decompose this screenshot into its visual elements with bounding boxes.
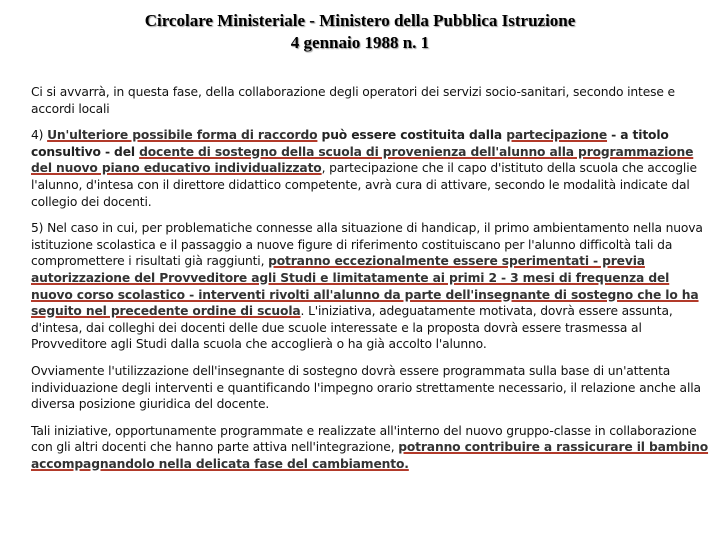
paragraph-iniziative bbox=[31, 423, 713, 473]
highlighted-phrase: potranno eccezionalmente essere sperimentati - previa autorizzazione del Provveditore agli Studi e limitatamente ai primi 2 - 3 mesi di frequenza del nuovo corso scolastico - interventi rivolti all'alunno da parte dell'insegnante di sostegno che lo ha seguito nel precedente ordine di scuola bbox=[31, 254, 699, 319]
paragraph-text: Tali iniziative, opportunamente programmate e realizzate all'interno del nuovo gruppo-classe in collaborazione con gli altri docenti che hanno parte attiva nell'integrazione, bbox=[31, 423, 697, 455]
title-line-1: Circolare Ministeriale - Ministero della Pubblica Istruzione bbox=[144, 11, 576, 30]
paragraph-point-4 bbox=[31, 127, 713, 210]
highlighted-phrase: docente di sostegno della scuola di provenienza dell'alunno alla programmazione del nuovo piano educativo individualizzato bbox=[31, 144, 694, 176]
title-line-2: 4 gennaio 1988 n. 1 bbox=[290, 33, 430, 52]
bold-text: - a titolo consultivo - del bbox=[31, 128, 669, 159]
highlighted-phrase: Un'ulteriore possibile forma di raccordo bbox=[47, 128, 318, 143]
paragraph-text: Ovviamente l'utilizzazione dell'insegnante di sostegno dovrà essere programmata sulla base di un'attenta individuazione degli interventi e quantificando l'impegno orario strettamente necessario, il relazione anche alla diversa posizione giuridica del docente. bbox=[31, 363, 701, 412]
paragraph-text: 4) bbox=[31, 128, 48, 143]
highlighted-phrase: potranno contribuire a rassicurare il bambino accompagnandolo nella delicata fase del cambiamento. bbox=[31, 440, 709, 471]
bold-text: può essere costituita dalla bbox=[317, 128, 507, 143]
highlighted-phrase: partecipazione bbox=[506, 128, 608, 143]
paragraph-intro bbox=[31, 84, 713, 117]
document-body bbox=[31, 84, 713, 482]
paragraph-text: . L'iniziativa, adeguatamente motivata, dovrà essere assunta, d'intesa, dai colleghi dei docenti delle due scuole interessate e la proposta dovrà essere trasmessa al Provveditore agli Studi dalla scuola che accoglierà o ha già accolto l'alunno. bbox=[31, 304, 673, 352]
paragraph-text: , partecipazione che il capo d'istituto della scuola che accoglie l'alunno, d'intesa con il direttore didattico competente, avrà cura di attivare, secondo le modalità indicate dal collegio dei docenti. bbox=[31, 161, 697, 209]
paragraph-point-5 bbox=[31, 220, 713, 353]
paragraph-sostegno bbox=[31, 363, 713, 413]
page-title bbox=[0, 10, 720, 54]
paragraph-text: 5) Nel caso in cui, per problematiche connesse alla situazione di handicap, il primo ambientamento nella nuova istituzione scolastica e il passaggio a nuove figure di riferimento costituiscano per l'alunno difficoltà tali da compromettere i risultati già raggiunti, bbox=[31, 221, 703, 269]
paragraph-text: Ci si avvarrà, in questa fase, della collaborazione degli operatori dei servizi socio-sanitari, secondo intese e accordi locali bbox=[31, 85, 675, 116]
